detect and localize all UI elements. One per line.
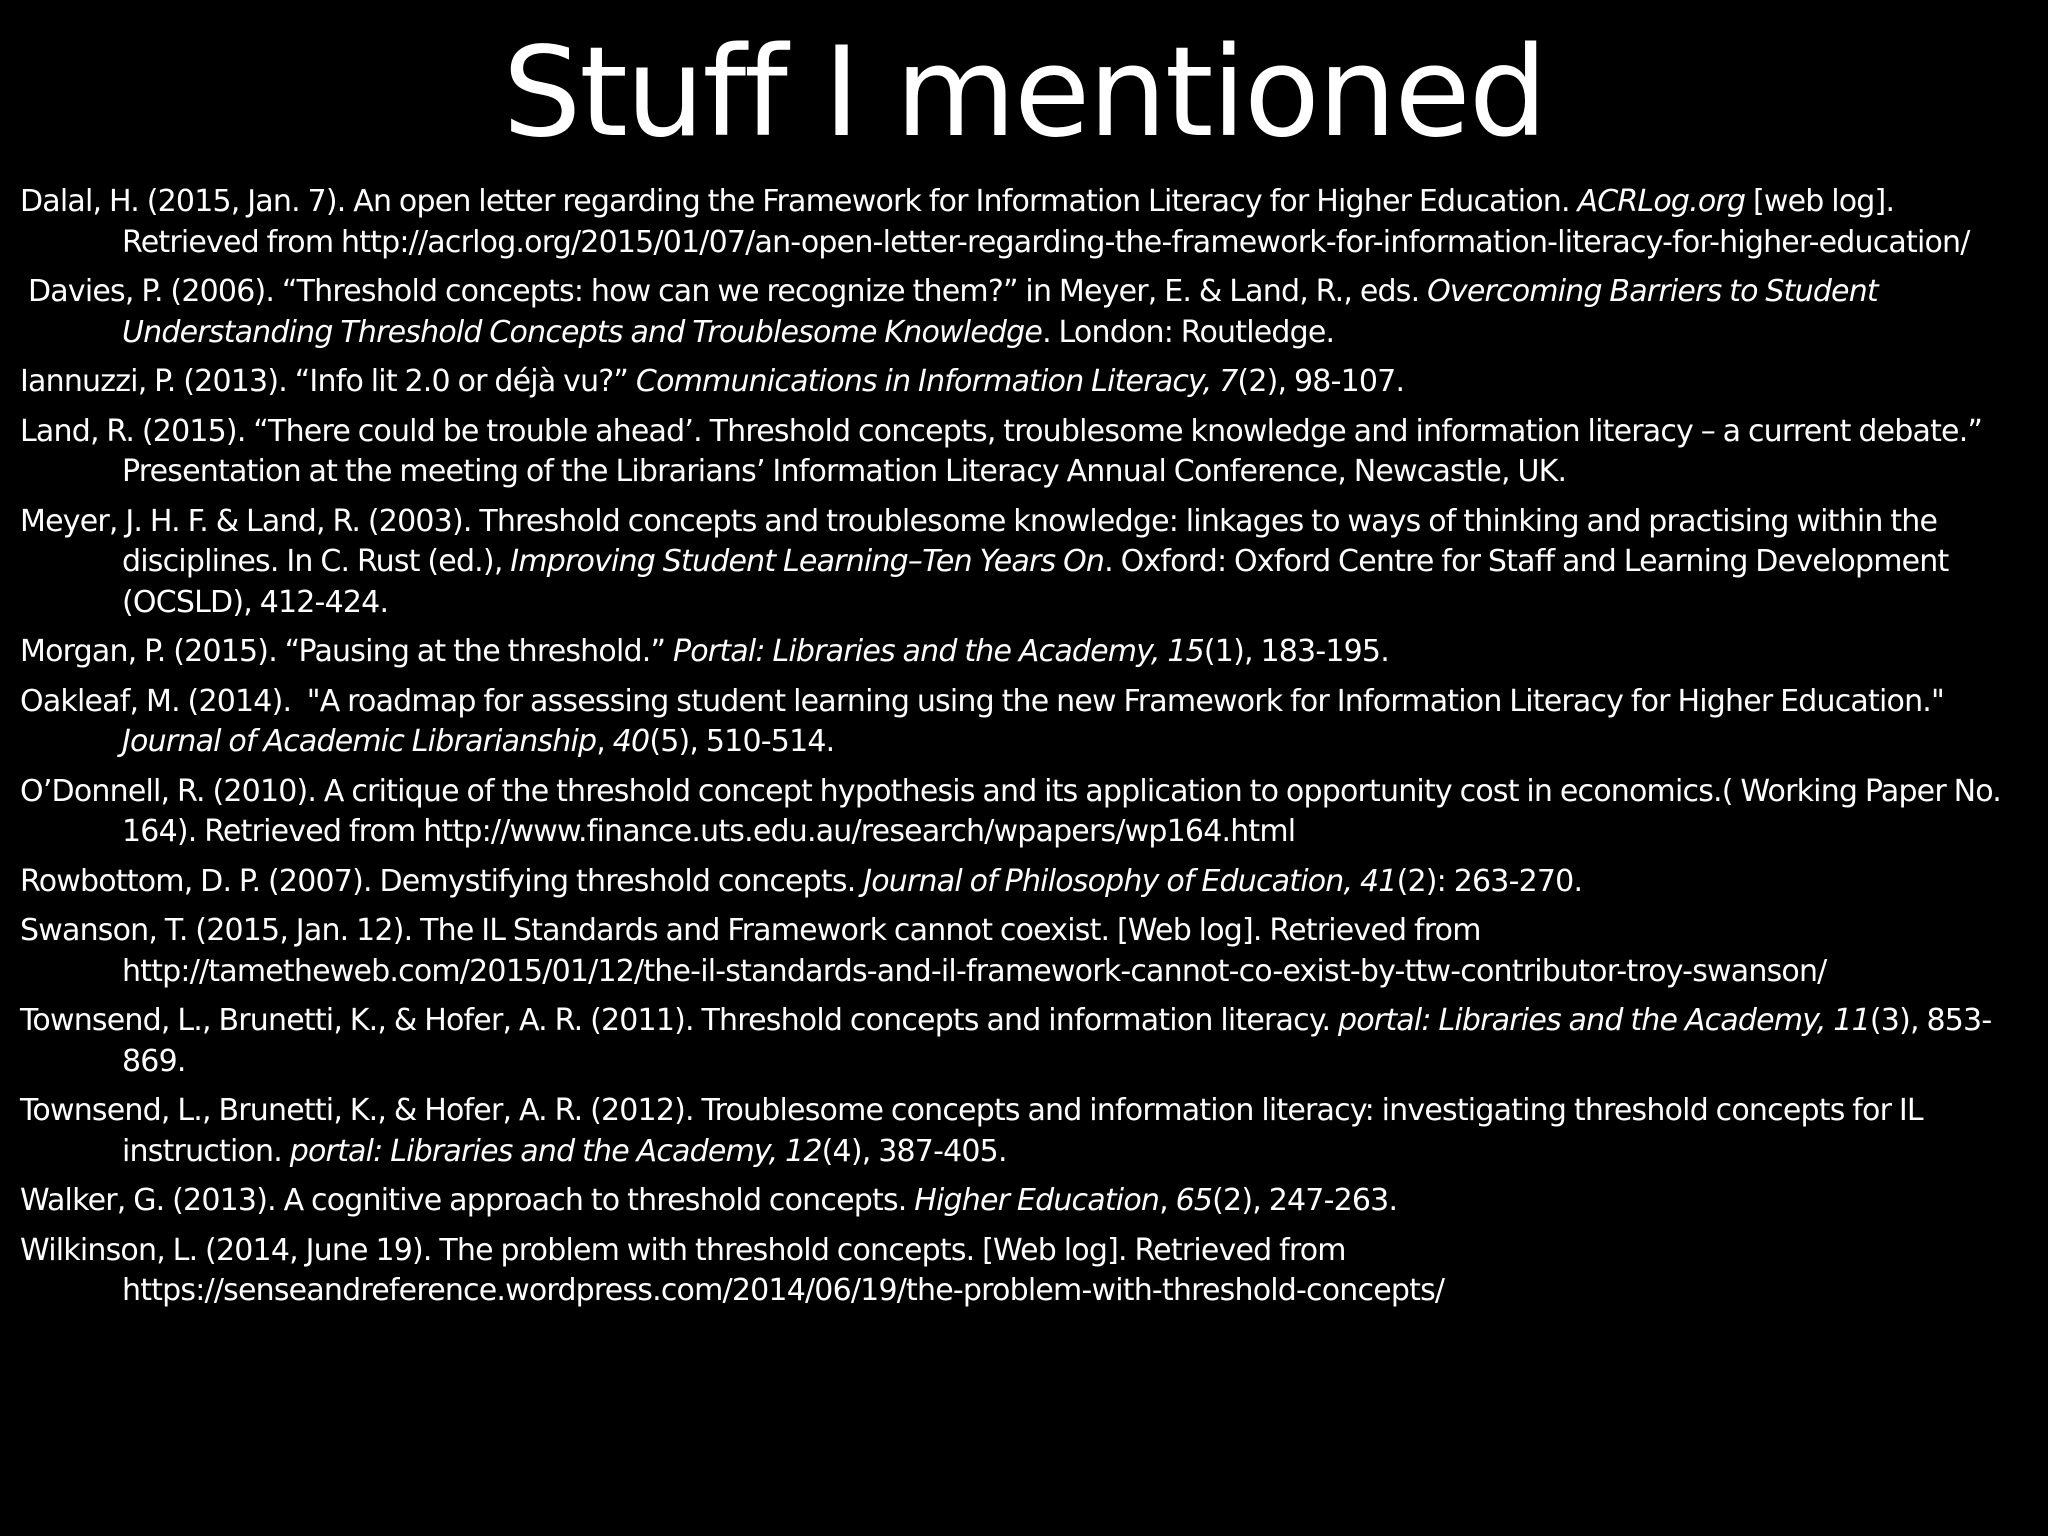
ref-italic: Journal of Academic Librarianship bbox=[122, 724, 597, 759]
ref-text: Walker, G. (2013). A cognitive approach to threshold concepts. bbox=[20, 1183, 915, 1218]
reference-item bbox=[20, 1001, 2030, 1082]
reference-item bbox=[20, 772, 2030, 853]
ref-text: (5), 510-514. bbox=[649, 724, 835, 759]
ref-italic: Overcoming Barriers to Student Understanding Threshold Concepts and Troublesome Knowledge bbox=[122, 274, 1878, 350]
ref-text: (2), 247-263. bbox=[1212, 1183, 1398, 1218]
ref-text: (3), 853-869. bbox=[122, 1003, 1992, 1079]
ref-text: Meyer, J. H. F. & Land, R. (2003). Threshold concepts and troublesome knowledge: linkages to ways of thinking and practising within the disciplines. In C. Rust (ed.), bbox=[20, 503, 1938, 579]
ref-italic: Communications in Information Literacy, 7 bbox=[635, 364, 1238, 399]
ref-text: , bbox=[1159, 1183, 1176, 1218]
ref-text: , bbox=[596, 724, 613, 759]
ref-italic: Higher Education bbox=[914, 1183, 1160, 1218]
reference-item bbox=[20, 362, 2030, 403]
ref-text: Wilkinson, L. (2014, June 19). The problem with threshold concepts. [Web log]. Retrieved from https://senseandreference.wordpress.com/2014/06/19/the-problem-with-threshold-concepts/ bbox=[20, 1232, 1445, 1308]
ref-text: Rowbottom, D. P. (2007). Demystifying threshold concepts. bbox=[20, 863, 864, 899]
ref-text: (2): 263-270. bbox=[1396, 863, 1583, 899]
reference-item bbox=[20, 911, 2030, 992]
ref-text: Townsend, L., Brunetti, K., & Hofer, A. R. (2011). Threshold concepts and information literacy. bbox=[20, 1003, 1338, 1038]
reference-item bbox=[20, 182, 2030, 263]
reference-item bbox=[20, 412, 2030, 493]
ref-text: Townsend, L., Brunetti, K., & Hofer, A. R. (2012). Troublesome concepts and information literacy: investigating threshold concepts for IL instruction. bbox=[20, 1093, 1923, 1169]
reference-item bbox=[20, 862, 2030, 903]
ref-text: Iannuzzi, P. (2013). “Info lit 2.0 or déjà vu?” bbox=[20, 364, 636, 399]
ref-italic: 65 bbox=[1175, 1183, 1213, 1218]
ref-text: Davies, P. (2006). “Threshold concepts: how can we recognize them?” in Meyer, E. & Land, R., eds. bbox=[28, 274, 1428, 309]
reference-item bbox=[20, 1231, 2030, 1312]
ref-text: (2), 98-107. bbox=[1237, 364, 1405, 399]
ref-text: . London: Routledge. bbox=[1042, 314, 1335, 350]
ref-text: (1), 183-195. bbox=[1203, 634, 1389, 669]
ref-italic: Portal: Libraries and the Academy, 15 bbox=[672, 634, 1204, 669]
ref-text: Dalal, H. (2015, Jan. 7). An open letter regarding the Framework for Information Literacy for Higher Education. bbox=[20, 184, 1578, 219]
ref-italic: 40 bbox=[612, 724, 650, 759]
reference-item bbox=[20, 272, 2030, 353]
reference-item bbox=[20, 632, 2030, 673]
reference-item bbox=[20, 1091, 2030, 1172]
ref-text: Morgan, P. (2015). “Pausing at the threshold.” bbox=[20, 634, 673, 669]
ref-italic: portal: Libraries and the Academy, 12 bbox=[289, 1133, 822, 1169]
ref-italic: Improving Student Learning–Ten Years On bbox=[510, 544, 1105, 579]
ref-italic: ACRLog.org bbox=[1577, 184, 1746, 219]
reference-item bbox=[20, 682, 2030, 763]
ref-text: Swanson, T. (2015, Jan. 12). The IL Standards and Framework cannot coexist. [Web log]. Retrieved from http://tametheweb.com/2015/01/12/the-il-standards-and-il-framework-cannot-co-exist-by-ttw-contributor-troy-swanson/ bbox=[20, 913, 1827, 989]
reference-item bbox=[20, 502, 2030, 624]
ref-italic: Journal of Philosophy of Education, 41 bbox=[863, 863, 1397, 899]
ref-text: Oakleaf, M. (2014). "A roadmap for assessing student learning using the new Framework for Information Literacy for Higher Education." bbox=[20, 683, 1960, 719]
ref-text: Land, R. (2015). “There could be trouble ahead’. Threshold concepts, troublesome knowledge and information literacy – a current debate.” Presentation at the meeting of the Librarians’ Information Literacy Annual Conference, Newcastle, UK. bbox=[20, 413, 1983, 489]
ref-text: . Oxford: Oxford Centre for Staff and Learning Development (OCSLD), 412-424. bbox=[122, 544, 1949, 620]
ref-italic: portal: Libraries and the Academy, 11 bbox=[1337, 1003, 1870, 1038]
slide-title: Stuff I mentioned bbox=[502, 21, 1546, 165]
reference-list bbox=[20, 182, 2030, 1321]
ref-text: (4), 387-405. bbox=[821, 1133, 1007, 1169]
ref-text: O’Donnell, R. (2010). A critique of the threshold concept hypothesis and its application to opportunity cost in economics.( Working Paper No. 164). Retrieved from http://www.finance.uts.edu.au/research/wpapers/wp164.html bbox=[20, 773, 2002, 849]
ref-text: [web log]. Retrieved from http://acrlog.org/2015/01/07/an-open-letter-regarding-the-framework-for-information-literacy-for-higher-education/ bbox=[122, 184, 1970, 260]
reference-item bbox=[20, 1181, 2030, 1222]
